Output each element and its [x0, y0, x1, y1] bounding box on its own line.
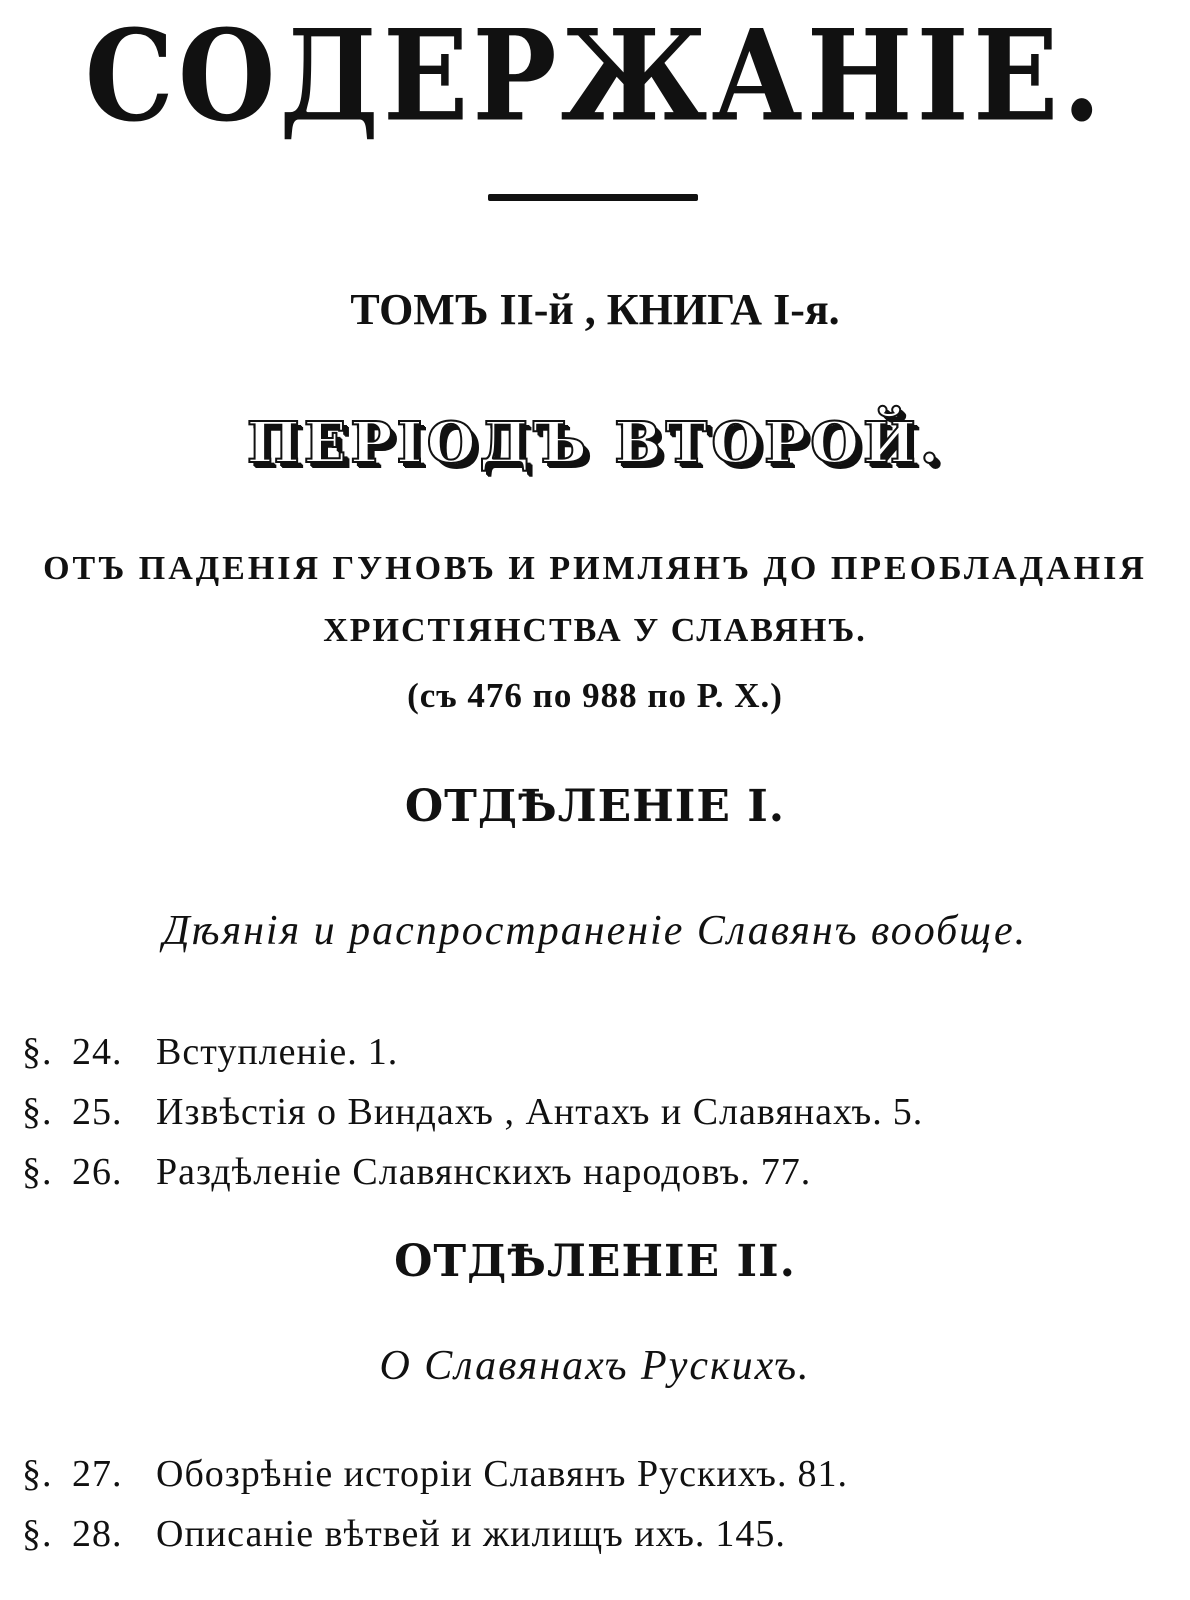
period-title: ПЕРIОДЪ ВТОРОЙ.	[246, 410, 944, 476]
entry-text: Раздѣленiе Славянскихъ народовъ.	[156, 1151, 751, 1193]
period-subtitle-line-2: ХРИСТIЯНСТВА У СЛАВЯНЪ.	[323, 612, 867, 649]
entry-number: 27.	[72, 1453, 123, 1495]
entry-page: 145.	[715, 1513, 786, 1555]
entry-text: Обозрѣнiе исторiи Славянъ Рускихъ.	[156, 1453, 788, 1495]
entry-text: Вступленiе.	[156, 1031, 358, 1073]
toc-entry	[22, 1082, 923, 1142]
toc-entry	[22, 1504, 848, 1564]
section-symbol: §.	[22, 1031, 53, 1073]
section-title-2: О Славянахъ Рускихъ.	[379, 1343, 811, 1389]
entry-number: 26.	[72, 1151, 123, 1193]
entry-number: 25.	[72, 1091, 123, 1133]
section-symbol: §.	[22, 1453, 53, 1495]
section-heading-1: ОТДѢЛЕНIЕ I.	[404, 781, 786, 832]
section-title-1: Дѣянiя и распространенiе Славянъ вообще.	[162, 908, 1028, 954]
entry-text: Извѣстiя о Виндахъ , Антахъ и Славянахъ.	[156, 1091, 883, 1133]
title-divider	[488, 194, 698, 201]
entry-number: 24.	[72, 1031, 123, 1073]
page-title: СОДЕРЖАНIЕ.	[84, 2, 1106, 150]
section-heading-2: ОТДѢЛЕНIЕ II.	[394, 1236, 796, 1287]
section-symbol: §.	[22, 1091, 53, 1133]
entry-page: 5.	[892, 1091, 924, 1133]
toc-entry	[22, 1444, 848, 1504]
period-subtitle-line-1: ОТЪ ПАДЕНIЯ ГУНОВЪ И РИМЛЯНЪ ДО ПРЕОБЛАДАНIЯ	[43, 550, 1147, 587]
entry-page: 81.	[797, 1453, 848, 1495]
toc-list-section-1	[22, 1022, 923, 1202]
section-symbol: §.	[22, 1151, 53, 1193]
entry-page: 77.	[760, 1151, 812, 1193]
toc-entry	[22, 1142, 923, 1202]
entry-number: 28.	[72, 1513, 123, 1555]
section-symbol: §.	[22, 1513, 53, 1555]
toc-list-section-2	[22, 1444, 848, 1564]
entry-page: 1.	[367, 1031, 399, 1073]
toc-entry	[22, 1022, 923, 1082]
entry-text: Описанiе вѣтвей и жилищъ ихъ.	[156, 1513, 706, 1555]
volume-line: ТОМЪ II-й , КНИГА I-я.	[350, 285, 840, 334]
period-dates: (съ 476 по 988 по Р. Х.)	[407, 676, 783, 715]
